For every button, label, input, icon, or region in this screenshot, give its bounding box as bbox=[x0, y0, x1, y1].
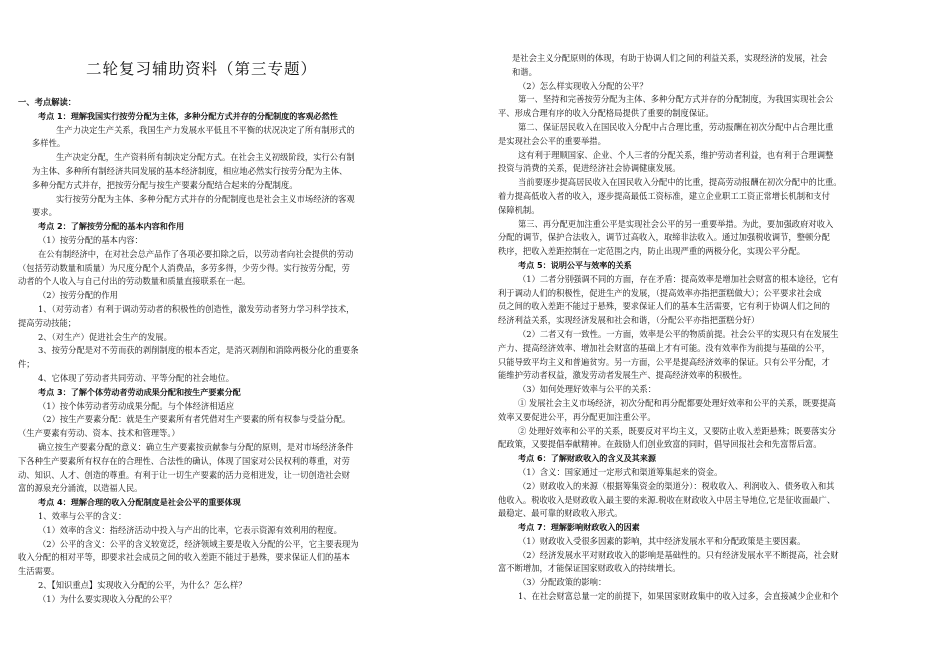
text-line: 在公有制经济中，在对社会总产品作了各项必要扣除之后，以劳动者向社会提供的劳动 bbox=[38, 248, 354, 259]
text-line: 第二、保证居民收入在国民收入分配中占合理比重，劳动报酬在初次分配中占合理比重 bbox=[518, 121, 834, 132]
text-line: 动、知识、人才、创造的尊重。有利于让一切生产要素的活力竞相迸发，让一切创造社会财 bbox=[18, 469, 350, 480]
text-line: （1）为什么要实现收入分配的公平？ bbox=[38, 593, 177, 604]
text-line: 富不断增加，才能保证国家财政收入的持续增长。 bbox=[498, 563, 681, 574]
section-heading: 考点 5：说明公平与效率的关系 bbox=[518, 259, 632, 270]
text-line: 一、考点解读： bbox=[18, 97, 77, 107]
text-line: 是社会主义分配原则的体现，有助于协调人们之间的利益关系，实现经济的发展，社会 bbox=[512, 53, 828, 63]
text-line: 2、【知识重点】实现收入分配的公平，为什么？怎么样？ bbox=[38, 579, 247, 590]
text-line: 1、效率与公平的含义： bbox=[38, 510, 127, 521]
text-line: （1）按劳分配的基本内容： bbox=[38, 234, 143, 245]
section-heading: 考点 2：了解按劳分配的基本内容和作用 bbox=[38, 221, 185, 232]
text-line: 确立按生产要素分配的意义：确立生产要素按贡献参与分配的原则，是对市场经济条件 bbox=[38, 441, 354, 452]
text-line: 生活需要。 bbox=[18, 566, 60, 577]
text-line: （1）含义：国家通过一定形式和渠道筹集起来的资金。 bbox=[518, 466, 723, 477]
text-line: 能维护劳动者权益，激发劳动者发展生产、提高经济效率的积极性。 bbox=[498, 370, 747, 381]
text-line: 保障机制。 bbox=[498, 204, 540, 215]
text-line: 1、（对劳动者）有利于调动劳动者的积极性的创造性，激发劳动者努力学习科学技术， bbox=[38, 303, 355, 314]
text-line: 动者的个人收入与自己付出的劳动数量和质量直接联系在一起。 bbox=[18, 276, 251, 287]
text-line: 多样性。 bbox=[32, 138, 66, 149]
text-line: 实行按劳分配为主体、多种分配方式并存的分配制度也是社会主义市场经济的客观 bbox=[56, 193, 355, 204]
section-heading: 考点 7：理解影响财政收入的因素 bbox=[518, 522, 640, 533]
text-line: （2）按生产要素分配：就是生产要素所有者凭借对生产要素的所有权参与受益分配。 bbox=[38, 414, 351, 425]
text-line: （生产要素有劳动、资本、技术和管理等。） bbox=[18, 428, 180, 439]
text-line: （2）财政收入的来源（根据筹集资金的渠道分）：税收收入、利润收入、债务收入和其 bbox=[518, 480, 835, 491]
section-heading: 考点 4：理解合理的收入分配制度是社会公平的重要体现 bbox=[38, 497, 241, 508]
text-line: （3）分配政策的影响： bbox=[518, 577, 607, 588]
text-line: （2）按劳分配的作用 bbox=[38, 290, 118, 301]
text-line: 收入分配的相对平等，即要求社会成员之间的收入差距不能过于悬殊，要求保证人们的基本 bbox=[18, 552, 350, 563]
text-line: 效率又要促进公平，再分配更加注重公平。 bbox=[498, 411, 656, 422]
text-line: （2）经济发展水平对财政收入的影响是基础性的。只有经济发展水平不断提高，社会财 bbox=[518, 549, 839, 560]
document-title: 二轮复习辅助资料（第三专题） bbox=[86, 60, 318, 78]
text-line: ① 发展社会主义市场经济，初次分配和再分配都要处理好效率和公平的关系，既要提高 bbox=[518, 397, 836, 408]
text-line: 分配的调节，保护合法收入，调节过高收入，取缔非法收入。通过加强税收调节，整顿分配 bbox=[498, 232, 830, 243]
text-line: 员之间的收入差距不能过于悬殊，要求保证人们的基本生活需要，它有利于协调人们之间的 bbox=[498, 301, 830, 312]
section-heading: 考点 1：理解我国实行按劳分配为主体，多种分配方式并存的分配制度的客观必然性 bbox=[38, 110, 338, 121]
text-line: 2、（对生产）促进社会生产的发展。 bbox=[38, 331, 172, 342]
section-heading: 考点 3：了解个体劳动者劳动成果分配和按生产要素分配 bbox=[38, 386, 241, 397]
text-line: 着力提高低收入者的收入，逐步提高最低工资标准，建立企业职工工资正常增长机制和支付 bbox=[498, 190, 830, 201]
text-line: （2）怎么样实现收入分配的公平？ bbox=[518, 80, 648, 91]
text-line: （3）如何处理好效率与公平的关系： bbox=[518, 384, 657, 395]
text-line: 他收入。税收收入是财政收入最主要的来源.税收在财政收入中居主导地位,它是征收面最广、 bbox=[498, 494, 836, 505]
text-line: 是实现社会公平的重要举措。 bbox=[498, 135, 606, 146]
text-line: 秩序，把收入差距控制在一定范围之内，防止出现严重的两极分化，实现公平分配。 bbox=[498, 246, 805, 257]
text-line: 生产决定分配，生产资料所有制决定分配方式。在社会主义初级阶段，实行公有制 bbox=[56, 152, 355, 163]
text-line: （1）效率的含义：指经济活动中投入与产出的比率，它表示资源有效利用的程度。 bbox=[38, 524, 342, 535]
text-line: 要求。 bbox=[32, 207, 57, 218]
text-line: 富的源泉充分涌流，以造福人民。 bbox=[18, 483, 143, 494]
text-line: （1）按个体劳动者劳动成果分配。与个体经济相适应 bbox=[38, 400, 235, 411]
text-line: 第三、再分配更加注重公平是实现社会公平的另一重要举措。为此，要加强政府对收入 bbox=[518, 218, 834, 229]
text-line: 件； bbox=[18, 359, 35, 370]
text-line: 1、在社会财富总量一定的前提下，如果国家财政集中的收入过多，会直接减少企业和个 bbox=[518, 591, 839, 602]
text-line: 配政策，又要提倡奉献精神。在鼓励人们创业致富的同时，倡导回报社会和先富帮后富。 bbox=[498, 439, 822, 450]
text-line: 和谐。 bbox=[512, 66, 537, 77]
text-line: 这有利于理顺国家、企业、个人三者的分配关系，维护劳动者利益，也有利于合理调整 bbox=[518, 149, 834, 160]
text-line: （2）公平的含义：公平的含义较宽泛，经济领域主要是收入分配的公平，它主要表现为 bbox=[38, 538, 359, 549]
text-line: 下各种生产要素所有权存在的合理性、合法性的确认，体现了国家对公民权利的尊重，对劳 bbox=[18, 455, 350, 466]
text-line: 利于调动人们的积极性，促进生产的发展，（提高效率亦指把蛋糕做大）；公平要求社会成 bbox=[498, 287, 822, 298]
text-line: 产力、提高经济效率、增加社会财富的基础上才有可能。没有效率作为前提与基础的公平， bbox=[498, 342, 830, 353]
text-line: 平、形成合理有序的收入分配格局提供了重要的制度保证。 bbox=[498, 108, 714, 119]
text-line: ② 处理好效率和公平的关系，既要反对平均主义，又要防止收入差距悬殊；既要落实分 bbox=[518, 425, 836, 436]
text-line: 为主体、多种所有制经济共同发展的基本经济制度，相应地必然实行按劳分配为主体、 bbox=[32, 165, 348, 176]
text-line: （1）财政收入受很多因素的影响，其中经济发展水平和分配政策是主要因素。 bbox=[518, 535, 806, 546]
text-line: （包括劳动数量和质量）为尺度分配个人消费品，多劳多得，少劳少得。实行按劳分配，劳 bbox=[18, 262, 350, 273]
text-line: （2）二者又有一致性。一方面，效率是公平的物质前提。社会公平的实现只有在发展生 bbox=[518, 328, 839, 339]
text-line: 当前要逐步提高居民收入在国民收入分配中的比重，提高劳动报酬在初次分配中的比重。 bbox=[518, 177, 842, 188]
text-line: 多种分配方式并存，把按劳分配与按生产要素分配结合起来的分配制度。 bbox=[32, 179, 298, 190]
text-line: 生产力决定生产关系，我国生产力发展水平低且不平衡的状况决定了所有制形式的 bbox=[56, 124, 355, 135]
text-line: 最稳定、最可靠的财政收入形式。 bbox=[498, 508, 623, 519]
text-line: 4、它体现了劳动者共同劳动、平等分配的社会地位。 bbox=[38, 372, 235, 383]
text-line: 只能导致平均主义和普遍贫穷。另一方面，公平是提高经济效率的保证。只有公平分配，才 bbox=[498, 356, 830, 367]
left-column-text bbox=[18, 96, 412, 606]
text-line: （1）二者分别强调不同的方面，存在矛盾：提高效率是增加社会财富的根本途径，它有 bbox=[518, 273, 839, 284]
text-line: 3、按劳分配是对不劳而获的剥削制度的根本否定，是消灭剥削和消除两极分化的重要条 bbox=[38, 345, 359, 356]
text-line: 提高劳动技能； bbox=[18, 317, 77, 328]
section-heading: 考点 6：了解财政收入的含义及其来源 bbox=[518, 453, 656, 464]
text-line: 投资与消费的关系，促进经济社会协调健康发展。 bbox=[498, 163, 681, 174]
text-line: 第一、坚持和完善按劳分配为主体、多种分配方式并存的分配制度，为我国实现社会公 bbox=[518, 94, 834, 105]
text-line: 经济利益关系，实现经济发展和社会和谐，（分配公平亦指把蛋糕分好） bbox=[498, 315, 760, 326]
right-column-text bbox=[498, 52, 892, 604]
